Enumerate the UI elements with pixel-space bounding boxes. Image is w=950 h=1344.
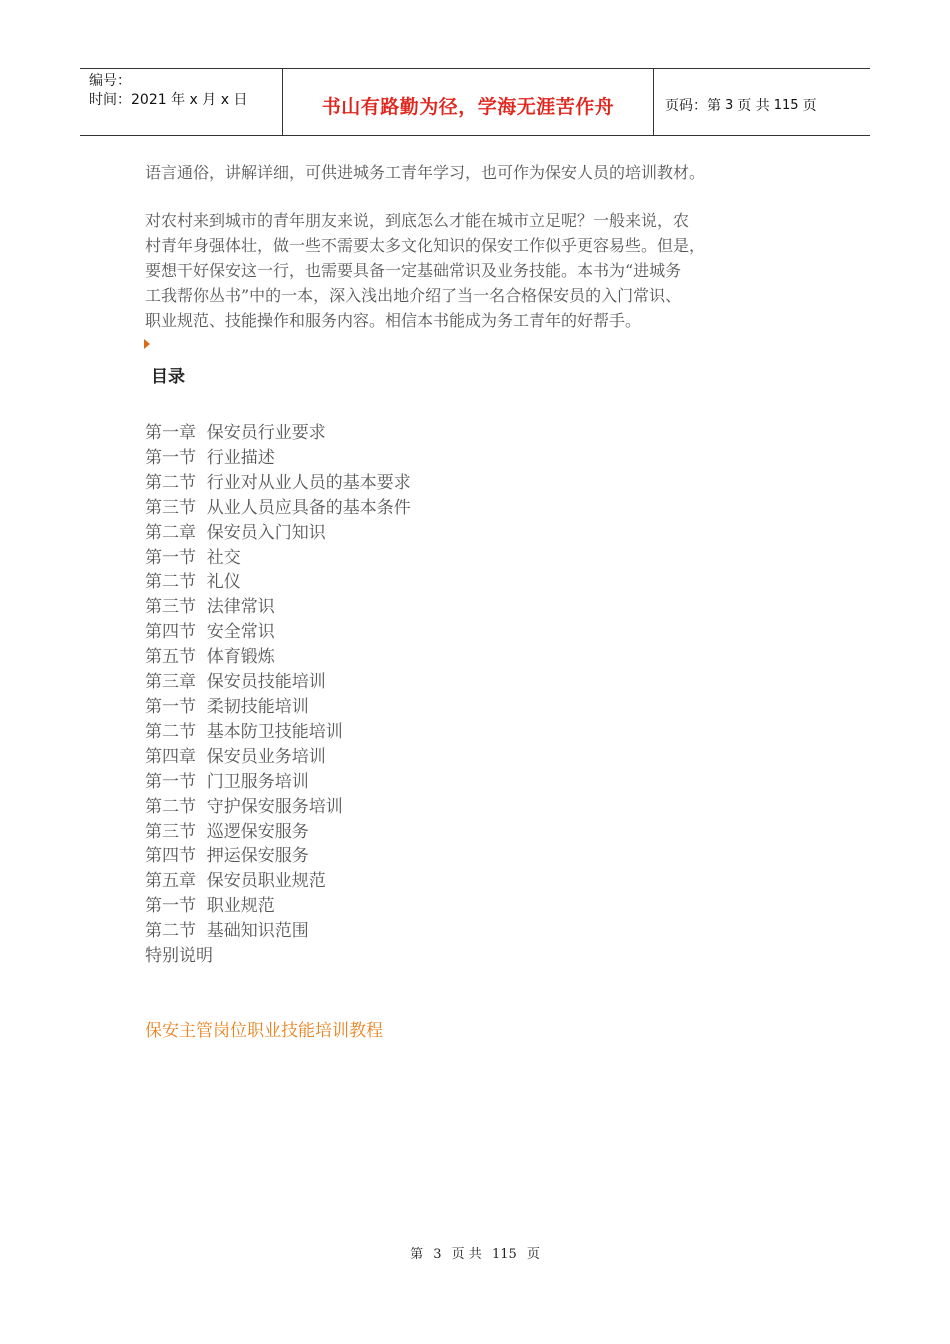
section-title-link[interactable]: 保安主管岗位职业技能培训教程 — [145, 1021, 383, 1041]
footer-suffix: 页 — [526, 1247, 540, 1262]
page-footer — [0, 1246, 950, 1264]
intro-line: 职业规范、技能操作和服务内容。相信本书能成为务工青年的好帮手。 — [145, 311, 642, 330]
footer-mid: 页 共 — [451, 1247, 482, 1262]
toc-item: 第五章 保安员职业规范 — [145, 871, 326, 892]
toc-item: 第一节 行业描述 — [145, 447, 275, 468]
toc-item: 第二节 行业对从业人员的基本要求 — [145, 472, 411, 493]
intro-paragraph-2 — [145, 208, 807, 333]
toc-item: 第二节 基本防卫技能培训 — [145, 721, 343, 742]
page-mid: 页 共 — [737, 98, 770, 114]
table-of-contents — [145, 421, 411, 969]
motto: 书山有路勤为径，学海无涯苦作舟 — [321, 95, 615, 118]
date-label: 时间：2021 年 x 月 x 日 — [89, 92, 248, 108]
toc-item: 第二节 基础知识范围 — [145, 921, 309, 942]
intro-line: 要想干好保安这一行，也需要具备一定基础常识及业务技能。本书为“进城务 — [145, 261, 682, 280]
footer-prefix: 第 — [410, 1247, 424, 1262]
toc-item: 第一节 门卫服务培训 — [145, 771, 309, 792]
toc-heading: 目录 — [151, 367, 185, 387]
toc-item: 第二节 礼仪 — [145, 572, 241, 593]
toc-item: 第一节 职业规范 — [145, 896, 275, 917]
header-motto-cell — [282, 69, 654, 135]
toc-item: 第四节 安全常识 — [145, 622, 275, 643]
toc-item: 第三节 巡逻保安服务 — [145, 821, 309, 842]
toc-item: 第二章 保安员入门知识 — [145, 522, 326, 543]
page-number: 3 — [725, 97, 734, 113]
header-page-cell — [654, 69, 870, 135]
toc-item: 第三节 从业人员应具备的基本条件 — [145, 497, 411, 518]
page-total: 115 — [773, 97, 799, 113]
toc-item: 第三节 法律常识 — [145, 597, 275, 618]
intro-paragraph-1: 语言通俗，讲解详细，可供进城务工青年学习，也可作为保安人员的培训教材。 — [145, 163, 706, 182]
footer-page: 3 — [433, 1247, 442, 1262]
toc-item: 第一节 社交 — [145, 547, 241, 568]
code-label: 编号： — [89, 73, 131, 89]
toc-item: 第五节 体育锻炼 — [145, 647, 275, 668]
toc-item: 第四章 保安员业务培训 — [145, 746, 326, 767]
toc-item: 特别说明 — [145, 946, 213, 967]
toc-item: 第一章 保安员行业要求 — [145, 423, 326, 443]
header-meta-cell — [80, 69, 282, 135]
toc-item: 第三章 保安员技能培训 — [145, 672, 326, 693]
triangle-marker-icon — [144, 339, 150, 349]
footer-total: 115 — [491, 1247, 517, 1262]
page-suffix: 页 — [802, 98, 817, 114]
toc-item: 第一节 柔韧技能培训 — [145, 696, 309, 717]
toc-item: 第四节 押运保安服务 — [145, 846, 309, 867]
toc-item: 第二节 守护保安服务培训 — [145, 796, 343, 817]
document-header — [80, 68, 870, 136]
intro-line: 工我帮你丛书”中的一本，深入浅出地介绍了当一名合格保安员的入门常识、 — [145, 286, 682, 305]
intro-line: 村青年身强体壮，做一些不需要太多文化知识的保安工作似乎更容易些。但是， — [145, 236, 706, 255]
intro-line: 对农村来到城市的青年朋友来说，到底怎么才能在城市立足呢？一般来说，农 — [145, 211, 690, 230]
page-prefix: 页码：第 — [665, 98, 721, 114]
